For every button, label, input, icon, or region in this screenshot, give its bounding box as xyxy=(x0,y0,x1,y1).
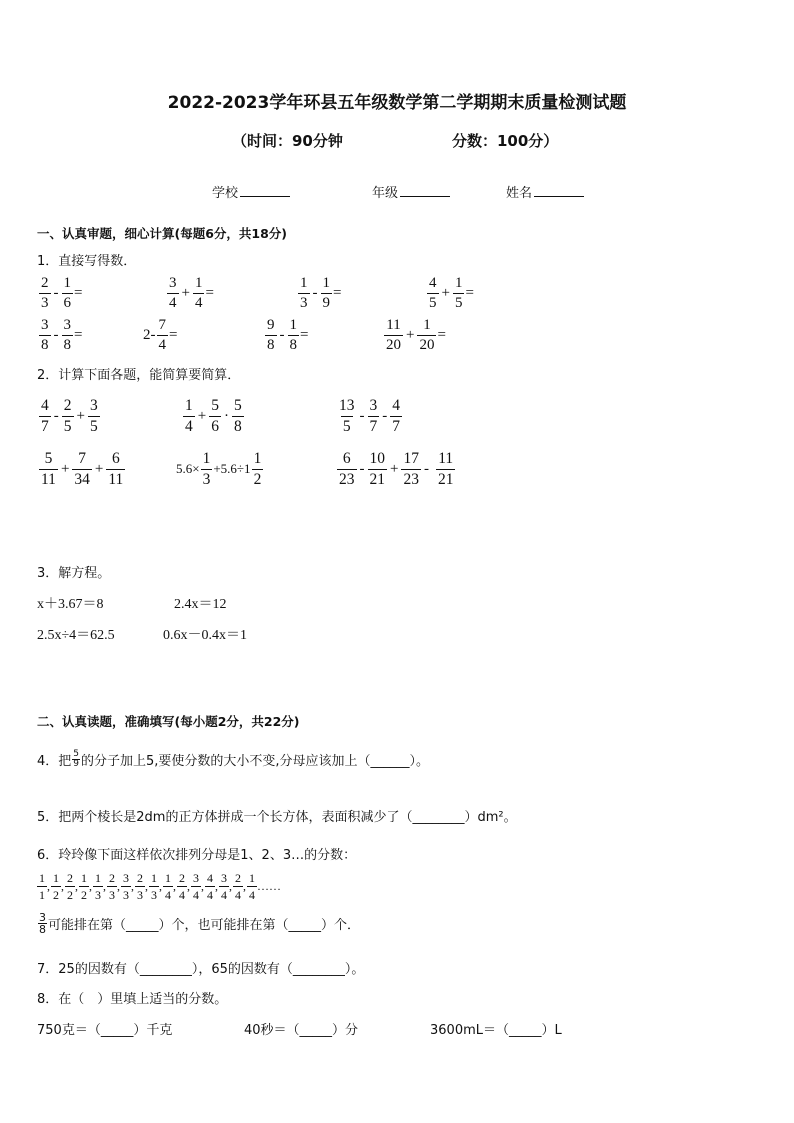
q1-label: 1．直接写得数． xyxy=(37,254,137,269)
q3-eq4: 0.6x－0.4x＝1 xyxy=(163,628,247,643)
name-label: 姓名 xyxy=(506,186,533,201)
q1-r1-e2: $\frac{3}{4}$ + $\frac{1}{4}$ = xyxy=(169,275,214,311)
q6-label: 6．玲玲像下面这样依次排列分母是1、2、3…的分数： xyxy=(37,848,357,863)
school-field xyxy=(212,182,290,201)
section1-title: 一、认真审题，细心计算(每题6分，共18分) xyxy=(37,226,288,241)
section2-title: 二、认真读题，准确填写(每小题2分，共22分) xyxy=(37,714,300,729)
q1-r1-e4: $\frac{4}{5}$ + $\frac{1}{5}$ = xyxy=(429,275,474,311)
q2-e3: $\frac{13}{5}$ - $\frac{3}{7}$ - $\frac{4}{7}$ xyxy=(339,397,400,435)
school-label: 学校 xyxy=(212,186,239,201)
q3-eq1: x＋3.67＝8 xyxy=(37,597,104,612)
page-title: 2022-2023学年环县五年级数学第二学期期末质量检测试题 xyxy=(167,93,627,113)
q8-item-2: 40秒＝（_____）分 xyxy=(244,1023,359,1038)
exam-time: （时间：90分钟 xyxy=(232,132,343,150)
q7: 7．25的因数有（________），65的因数有（________）。 xyxy=(37,962,365,977)
grade-field xyxy=(372,182,450,201)
name-blank xyxy=(534,184,584,197)
school-blank xyxy=(240,184,290,197)
grade-blank xyxy=(400,184,450,197)
name-field xyxy=(506,182,584,201)
q3-eq3: 2.5x÷4＝62.5 xyxy=(37,628,115,643)
q8-label: 8．在（ ）里填上适当的分数。 xyxy=(37,992,228,1007)
q1-r1-e1: $\frac{2}{3}$ - $\frac{1}{6}$ = xyxy=(41,275,83,311)
q2-e6: $\frac{6}{23}$ - $\frac{10}{21}$ + $\frac{17}{23}$ - $\frac{11}{21}$ xyxy=(339,450,454,488)
grade-label: 年级 xyxy=(372,186,399,201)
q3-eq2: 2.4x＝12 xyxy=(174,597,227,612)
q2-e5: 5.6× $\frac{1}{3}$ +5.6÷1 $\frac{1}{2}$ xyxy=(176,450,262,488)
q2-e2: $\frac{1}{4}$ + $\frac{5}{6}$ · $\frac{5}{8}$ xyxy=(185,397,242,435)
q1-r2-e3: $\frac{9}{8}$ - $\frac{1}{8}$ = xyxy=(267,317,309,353)
q1-r2-e4: $\frac{11}{20}$ + $\frac{1}{20}$ = xyxy=(386,317,446,353)
q2-label: 2．计算下面各题，能简算要简算． xyxy=(37,368,241,383)
q3-label: 3．解方程。 xyxy=(37,566,111,581)
q1-r2-e2: 2- $\frac{7}{4}$ = xyxy=(143,317,178,353)
q8-item-1: 750克＝（_____）千克 xyxy=(37,1023,173,1038)
q1-r2-e1: $\frac{3}{8}$ - $\frac{3}{8}$ = xyxy=(41,317,83,353)
exam-score: 分数：100分） xyxy=(452,132,559,150)
q1-r1-e3: $\frac{1}{3}$ - $\frac{1}{9}$ = xyxy=(300,275,342,311)
q8-item-3: 3600mL＝（_____）L xyxy=(430,1023,562,1038)
q6-sequence: $\frac{1}{1}$ , $\frac{1}{2}$ , $\frac{2}{2}$ , $\frac{1}{2}$ , $\frac{1}{3}$ , $\frac{2}{3}$ , $\frac{3}{3}$ , $\frac{2}{3}$ , $\frac{1}{3}$ , $\frac{1}{4}$ , $\frac{2}{4}$ , $\frac{3}{4}$ , $\frac{4}{4}$ , $\frac{3}{4}$ , $\frac{2}{4}$ , $\frac{1}{4}$ …… xyxy=(39,871,281,902)
q2-e1: $\frac{4}{7}$ - $\frac{2}{5}$ + $\frac{3}{5}$ xyxy=(41,397,98,435)
q6-question: $\frac{3}{8}$ 可能排在第（_____）个，也可能排在第（_____）个． xyxy=(39,911,361,936)
q2-e4: $\frac{5}{11}$ + $\frac{7}{34}$ + $\frac{6}{11}$ xyxy=(41,450,124,488)
q4: 4．把 $\frac{5}{9}$ 的分子加上5,要使分数的大小不变,分母应该加上（______）。 xyxy=(37,749,430,769)
q5: 5．把两个棱长是2dm的正方体拼成一个长方体，表面积减少了（________）dm²。 xyxy=(37,810,517,825)
